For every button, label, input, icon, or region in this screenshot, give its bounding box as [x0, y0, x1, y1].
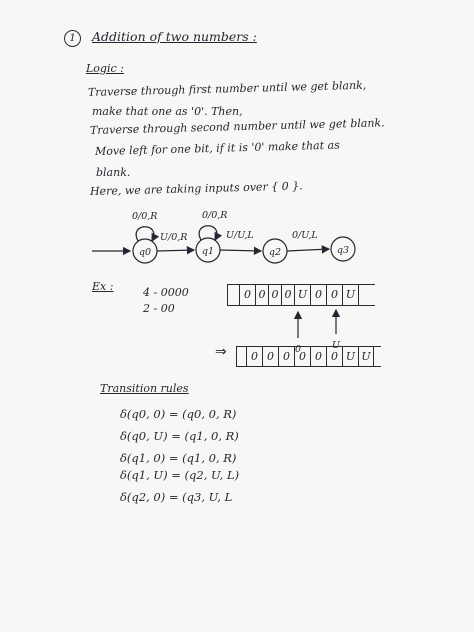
example-line-2: 2 - 00 — [143, 302, 175, 315]
edge-label-q1-q2: U/U,L — [226, 230, 254, 241]
svg-text:q2: q2 — [268, 247, 282, 258]
edge-q1-q2 — [220, 250, 261, 251]
tape-cell: 0 — [246, 347, 262, 366]
tape-cell: 0 — [326, 347, 342, 366]
state-q0 — [133, 239, 157, 263]
example-label: Ex : — [92, 280, 114, 293]
example-line-1: 4 - 0000 — [143, 286, 189, 299]
tape-cell: 0 — [294, 347, 310, 366]
tape-after — [236, 346, 381, 367]
transition-rule: δ(q1, 0) = (q1, 0, R) — [120, 451, 237, 465]
section-title: Addition of two numbers : — [92, 29, 257, 44]
transition-rule: δ(q1, U) = (q2, U, L) — [120, 468, 240, 482]
svg-text:q3: q3 — [336, 245, 350, 256]
state-q2 — [263, 239, 287, 263]
transition-rule: δ(q0, U) = (q1, 0, R) — [120, 429, 239, 443]
logic-line-2: make that one as '0'. Then, — [92, 105, 243, 118]
tape-cell: 0 — [326, 285, 342, 305]
tape-cell: U — [294, 285, 310, 305]
tape-cell: U — [342, 347, 358, 366]
transition-rule: δ(q0, 0) = (q0, 0, R) — [120, 407, 237, 421]
transition-rules-heading: Transition rules — [100, 382, 189, 395]
svg-text:q0: q0 — [138, 247, 152, 258]
logic-line-3: Traverse through second number until we get blank. — [89, 116, 385, 137]
edge-label-q2-q3: 0/U,L — [292, 230, 318, 241]
logic-line-5: blank. — [96, 166, 131, 179]
tape-cell: 0 — [310, 347, 326, 366]
logic-line-4: Move left for one bit, if it is '0' make that as — [94, 138, 340, 158]
tape-cell: 0 — [281, 285, 294, 305]
edge-q2-q3 — [287, 249, 329, 251]
tape-cell: 0 — [310, 285, 326, 305]
tape-cell: 0 — [278, 347, 294, 366]
tape-cell: 0 — [239, 285, 255, 305]
state-q1 — [196, 238, 220, 262]
pointer-label-0: 0 — [294, 344, 302, 355]
tape-cell: 0 — [268, 285, 281, 305]
pointer-label-u: U — [331, 340, 341, 351]
transition-rule: δ(q2, 0) = (q3, U, L — [120, 490, 233, 504]
inputs-note: Here, we are taking inputs over { 0 }. — [89, 179, 303, 198]
tape-cell: U — [358, 347, 374, 366]
logic-label: Logic : — [86, 62, 124, 75]
tape-edge-left — [236, 347, 246, 366]
edge-label-q0-q1: U/0,R — [160, 232, 188, 243]
implies-symbol: ⇒ — [215, 344, 227, 360]
loop-label-q0: 0/0,R — [132, 211, 158, 222]
tape-edge-left — [227, 285, 239, 305]
tape-cell: 0 — [255, 285, 268, 305]
edge-q0-q1 — [157, 250, 194, 251]
tape-cell: 0 — [262, 347, 278, 366]
section-number: 1 — [64, 30, 81, 47]
svg-text:q1: q1 — [201, 246, 215, 257]
tape-before — [227, 284, 375, 306]
state-q3 — [331, 237, 355, 261]
logic-line-1: Traverse through first number until we get blank, — [87, 78, 367, 99]
loop-label-q1: 0/0,R — [202, 210, 228, 221]
tape-cell: U — [342, 285, 359, 305]
